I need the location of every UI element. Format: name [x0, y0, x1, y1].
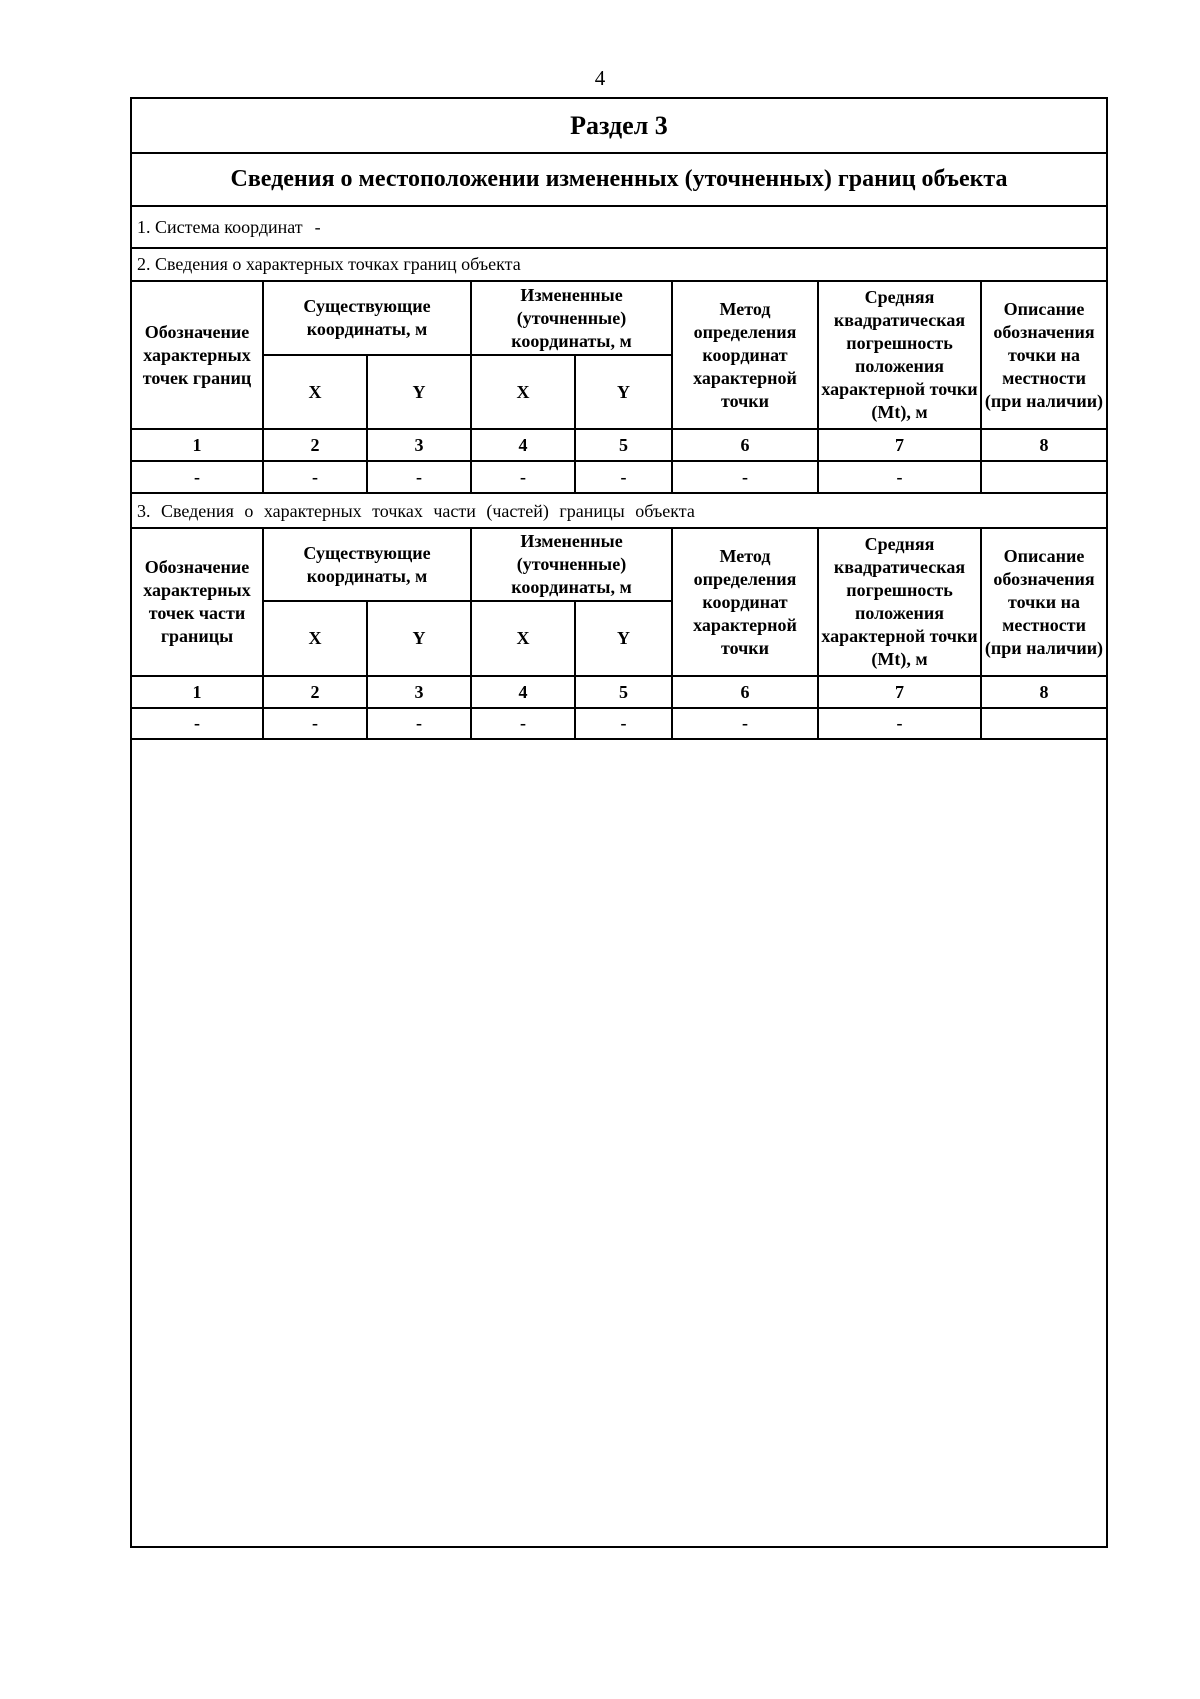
column-designation-header: Обозначение характерных точек части границы: [132, 529, 263, 676]
column-description-header: Описание обозначения точки на местности (при наличии): [981, 529, 1106, 676]
column-number: 5: [575, 676, 672, 708]
column-number: 2: [263, 429, 367, 461]
part-boundary-points-heading: 3. Сведения о характерных точках части (частей) границы объекта: [132, 496, 1106, 529]
section-title: Раздел 3: [132, 99, 1106, 154]
table-cell: -: [367, 708, 471, 739]
table-cell: -: [818, 708, 981, 739]
column-description-header: Описание обозначения точки на местности (при наличии): [981, 282, 1106, 429]
column-changed-x-header: X: [471, 601, 575, 676]
table-cell: -: [263, 708, 367, 739]
column-changed-x-header: X: [471, 355, 575, 429]
column-number: 6: [672, 676, 818, 708]
column-changed-header: Измененные (уточненные) координаты, м: [471, 282, 672, 355]
table-cell: -: [575, 461, 672, 493]
column-number: 3: [367, 429, 471, 461]
table-cell: -: [672, 708, 818, 739]
column-number: 1: [132, 429, 263, 461]
column-changed-y-header: Y: [575, 601, 672, 676]
coordinate-system-row: [132, 207, 1106, 249]
coordinate-system-label: 1. Система координат: [137, 216, 303, 237]
column-number: 7: [818, 429, 981, 461]
column-number: 6: [672, 429, 818, 461]
page-number: 4: [594, 66, 606, 90]
column-numbers-row: [132, 429, 1106, 461]
column-number: 2: [263, 676, 367, 708]
table-cell: -: [818, 461, 981, 493]
section-subtitle: Сведения о местоположении измененных (уточненных) границ объекта: [132, 154, 1106, 207]
column-existing-y-header: Y: [367, 601, 471, 676]
column-numbers-row: [132, 676, 1106, 708]
boundary-points-table: [132, 282, 1106, 494]
table-row: [132, 461, 1106, 493]
column-changed-header: Измененные (уточненные) координаты, м: [471, 529, 672, 601]
table-cell: [981, 461, 1106, 493]
table-cell: -: [367, 461, 471, 493]
column-designation-header: Обозначение характерных точек границ: [132, 282, 263, 429]
column-number: 1: [132, 676, 263, 708]
column-existing-x-header: X: [263, 355, 367, 429]
table-cell: -: [672, 461, 818, 493]
coordinate-system-value: -: [314, 216, 321, 237]
table-cell: -: [471, 461, 575, 493]
column-existing-x-header: X: [263, 601, 367, 676]
column-number: 8: [981, 676, 1106, 708]
column-number: 7: [818, 676, 981, 708]
column-existing-header: Существующие координаты, м: [263, 529, 471, 601]
table-cell: -: [263, 461, 367, 493]
column-number: 5: [575, 429, 672, 461]
table-cell: -: [575, 708, 672, 739]
boundary-points-heading: 2. Сведения о характерных точках границ объекта: [132, 249, 1106, 282]
column-method-header: Метод определения координат характерной точки: [672, 529, 818, 676]
section-frame: [130, 97, 1108, 1548]
table-cell: -: [132, 461, 263, 493]
column-changed-y-header: Y: [575, 355, 672, 429]
table-cell: [981, 708, 1106, 739]
column-number: 4: [471, 429, 575, 461]
column-error-header: Средняя квадратическая погрешность положения характерной точки (Mt), м: [818, 282, 981, 429]
part-boundary-points-table: [132, 529, 1106, 740]
table-cell: -: [471, 708, 575, 739]
column-error-header: Средняя квадратическая погрешность положения характерной точки (Mt), м: [818, 529, 981, 676]
column-existing-header: Существующие координаты, м: [263, 282, 471, 355]
column-method-header: Метод определения координат характерной точки: [672, 282, 818, 429]
column-number: 8: [981, 429, 1106, 461]
column-number: 4: [471, 676, 575, 708]
table-cell: -: [132, 708, 263, 739]
column-number: 3: [367, 676, 471, 708]
column-existing-y-header: Y: [367, 355, 471, 429]
table-row: [132, 708, 1106, 739]
